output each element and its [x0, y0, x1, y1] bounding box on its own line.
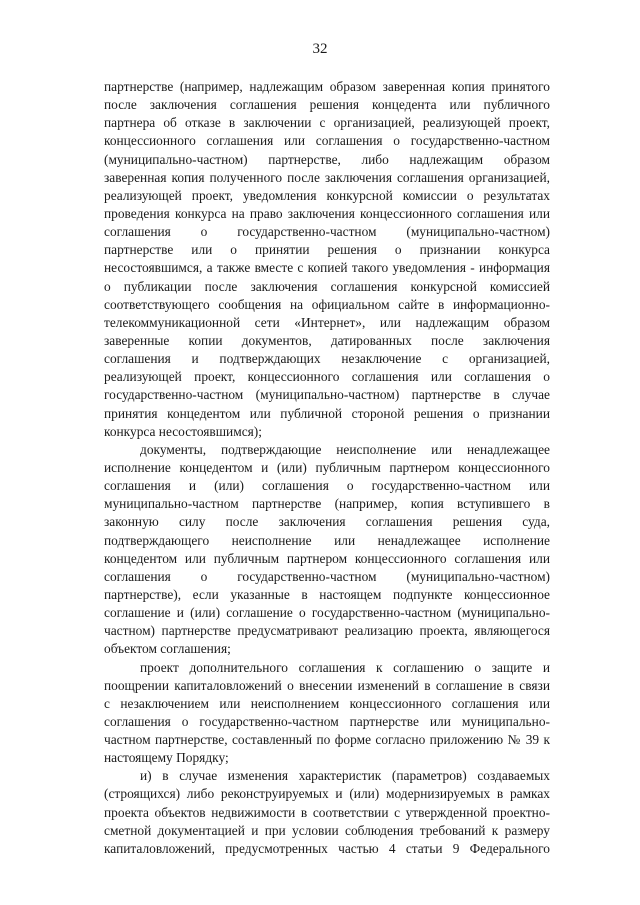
text-line: объектом соглашения;: [104, 641, 231, 657]
document-body: [104, 78, 550, 858]
text-line: несостоявшимся, а также вместе с копией такого уведомления - информация: [104, 260, 550, 276]
text-line: соглашения и подтверждающих незаключение с организацией,: [104, 351, 550, 367]
text-line: соглашение и (или) соглашение о государственно-частном (муниципально-: [104, 605, 550, 621]
text-line: о публикации после заключения соглашения конкурсной комиссией: [104, 278, 550, 294]
text-line: партнера об отказе в заключении с организацией, реализующей проект,: [104, 115, 550, 131]
text-line: муниципально-частном партнерстве (например, копия вступившего в: [104, 496, 550, 512]
text-line: реализующей проект, уведомления конкурсной комиссии о результатах: [104, 187, 550, 203]
text-line: проведения конкурса на право заключения концессионного соглашения или: [104, 205, 550, 221]
text-line: капиталовложений, предусмотренных частью 4 статьи 9 Федерального: [104, 840, 550, 856]
text-line: партнерстве), если указанные в настоящем подпункте концессионное: [104, 586, 550, 602]
text-line: поощрении капиталовложений о внесении изменений в соглашение в связи: [104, 677, 550, 693]
text-line: частном партнерстве, составленный по форме согласно приложению № 39 к: [104, 732, 550, 748]
text-line: соглашения и (или) соглашения о государственно-частном или: [104, 478, 550, 494]
text-line: заверенная копия полученного после заключения соглашения организацией,: [104, 169, 550, 185]
text-line: принятия концедентом или публичной стороной решения о признании: [104, 405, 550, 421]
text-line: подтверждающего неисполнение или ненадлежащее исполнение: [104, 532, 550, 548]
text-line: концессионного соглашения или соглашения о государственно-частном: [104, 133, 550, 149]
paragraph-documents: [104, 441, 550, 659]
text-line: документы, подтверждающие неисполнение или ненадлежащее: [140, 441, 550, 457]
text-line: соглашения о государственно-частном (муниципально-частном): [104, 568, 550, 584]
text-line: телекоммуникационной сети «Интернет», или надлежащим образом: [104, 314, 550, 330]
text-line: после заключения соглашения решения концедента или публичного: [104, 97, 550, 113]
text-line: проект дополнительного соглашения к соглашению о защите и: [140, 659, 550, 675]
text-line: с незаключением или неисполнением концессионного соглашения или: [104, 695, 550, 711]
text-line: законную силу после заключения соглашения решения суда,: [104, 514, 550, 530]
text-line: частном) партнерстве предусматривают реализацию проекта, являющегося: [104, 623, 550, 639]
text-line: конкурса несостоявшимся);: [104, 423, 262, 439]
text-line: концедентом или публичным партнером концессионного соглашения или: [104, 550, 550, 566]
text-line: реализующей проект, концессионного соглашения или соглашения о: [104, 369, 550, 385]
text-line: соответствующего сообщения на официальном сайте в информационно-: [104, 296, 550, 312]
text-line: проекта объектов недвижимости в соответствии с утвержденной проектно-: [104, 804, 550, 820]
text-line: настоящему Порядку;: [104, 750, 229, 766]
paragraph-item-i: [104, 767, 550, 858]
text-line: партнерстве или о принятии решения о признании конкурса: [104, 242, 550, 258]
text-line: соглашения о государственно-частном партнерстве или муниципально-: [104, 713, 550, 729]
text-line: партнерстве (например, надлежащим образом заверенная копия принятого: [104, 79, 550, 94]
text-line: (строящихся) либо реконструируемых и (или) модернизируемых в рамках: [104, 786, 550, 802]
text-line: исполнение концедентом и (или) публичным партнером концессионного: [104, 459, 550, 475]
paragraph-draft-agreement: [104, 659, 550, 768]
text-line: и) в случае изменения характеристик (параметров) создаваемых: [140, 768, 550, 784]
paragraph-continuation: [104, 78, 550, 441]
text-line: государственно-частном (муниципально-частном) партнерстве в случае: [104, 387, 550, 403]
page-number: 32: [312, 41, 328, 57]
text-line: заверенные копии документов, датированных после заключения: [104, 332, 550, 348]
text-line: соглашения о государственно-частном (муниципально-частном): [104, 224, 550, 240]
text-line: (муниципально-частном) партнерстве, либо надлежащим образом: [104, 151, 550, 167]
text-line: сметной документацией и при условии соблюдения требований к размеру: [104, 822, 550, 838]
